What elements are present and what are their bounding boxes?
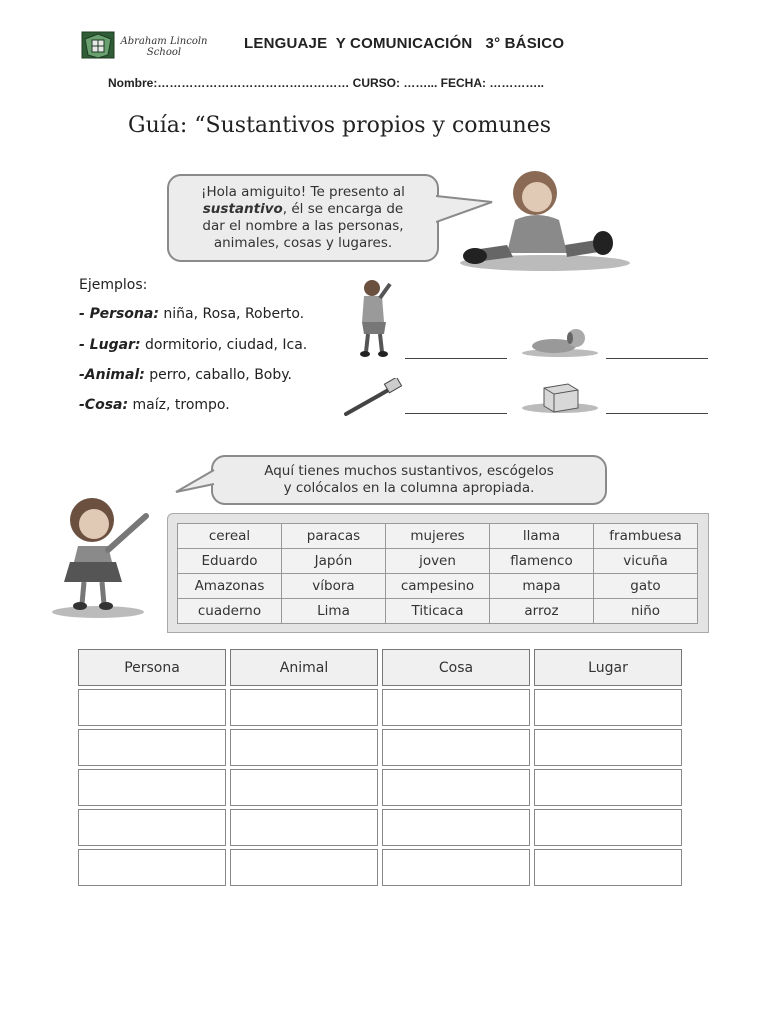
word-cell: paracas bbox=[282, 524, 386, 549]
word-cell: Japón bbox=[282, 549, 386, 574]
example-label: - Lugar: bbox=[79, 337, 141, 353]
answer-blank[interactable] bbox=[606, 413, 708, 414]
instruction-line-2: y colócalos en la columna apropiada. bbox=[283, 480, 535, 496]
box-icon bbox=[520, 378, 600, 414]
answer-blank[interactable] bbox=[405, 358, 507, 359]
word-cell: joven bbox=[386, 549, 490, 574]
answer-cell[interactable] bbox=[534, 729, 682, 766]
guide-title: Guía: “Sustantivos propios y comunes bbox=[128, 113, 552, 138]
word-cell: Titicaca bbox=[386, 599, 490, 624]
answer-cell[interactable] bbox=[382, 689, 530, 726]
example-label: -Animal: bbox=[79, 367, 145, 383]
category-header-cosa: Cosa bbox=[382, 649, 530, 686]
answer-cell[interactable] bbox=[230, 729, 378, 766]
answer-cell[interactable] bbox=[382, 729, 530, 766]
answer-cell[interactable] bbox=[78, 849, 226, 886]
answer-cell[interactable] bbox=[230, 689, 378, 726]
examples-title: Ejemplos: bbox=[79, 277, 148, 293]
answer-cell[interactable] bbox=[534, 849, 682, 886]
answer-blank[interactable] bbox=[606, 358, 708, 359]
table-row bbox=[78, 729, 682, 766]
school-crest-icon bbox=[80, 30, 116, 60]
answer-cell[interactable] bbox=[78, 769, 226, 806]
example-cosa bbox=[79, 397, 230, 413]
word-cell: Lima bbox=[282, 599, 386, 624]
answer-blank[interactable] bbox=[405, 413, 507, 414]
example-persona bbox=[79, 306, 304, 322]
example-label: - Persona: bbox=[79, 306, 159, 322]
answer-cell[interactable] bbox=[230, 809, 378, 846]
table-row bbox=[78, 769, 682, 806]
table-row bbox=[178, 524, 698, 549]
word-cell: flamenco bbox=[490, 549, 594, 574]
example-text: perro, caballo, Boby. bbox=[144, 367, 293, 383]
word-cell: niño bbox=[594, 599, 698, 624]
intro-line-1: ¡Hola amiguito! Te presento al bbox=[201, 184, 405, 200]
table-row bbox=[78, 689, 682, 726]
instruction-line-1: Aquí tienes muchos sustantivos, escógelos bbox=[264, 463, 554, 479]
word-cell: Eduardo bbox=[178, 549, 282, 574]
answer-cell[interactable] bbox=[382, 769, 530, 806]
word-cell: víbora bbox=[282, 574, 386, 599]
table-row bbox=[178, 599, 698, 624]
school-name: Abraham Lincoln School bbox=[120, 36, 208, 58]
word-cell: cuaderno bbox=[178, 599, 282, 624]
intro-emphasis: sustantivo bbox=[202, 201, 283, 217]
intro-line-2 bbox=[169, 201, 437, 218]
category-header-animal: Animal bbox=[230, 649, 378, 686]
word-cell: Amazonas bbox=[178, 574, 282, 599]
word-cell: mujeres bbox=[386, 524, 490, 549]
answer-cell[interactable] bbox=[382, 809, 530, 846]
instruction-speech-bubble bbox=[211, 455, 607, 505]
category-header-persona: Persona bbox=[78, 649, 226, 686]
table-row bbox=[178, 574, 698, 599]
answer-cell[interactable] bbox=[534, 769, 682, 806]
answer-cell[interactable] bbox=[230, 769, 378, 806]
student-info-line: Nombre:………………………………………… CURSO: ……... FECHA: ………….. bbox=[108, 76, 545, 90]
answer-cell[interactable] bbox=[78, 689, 226, 726]
word-cell: frambuesa bbox=[594, 524, 698, 549]
word-bank-table bbox=[177, 523, 698, 624]
word-cell: llama bbox=[490, 524, 594, 549]
answer-cell[interactable] bbox=[78, 809, 226, 846]
table-row bbox=[78, 849, 682, 886]
example-label: -Cosa: bbox=[79, 397, 129, 413]
category-header-lugar: Lugar bbox=[534, 649, 682, 686]
pointing-girl-icon bbox=[48, 492, 152, 620]
intro-line-4: animales, cosas y lugares. bbox=[213, 235, 393, 251]
standing-girl-icon bbox=[352, 278, 398, 358]
word-cell: arroz bbox=[490, 599, 594, 624]
dog-icon bbox=[516, 322, 598, 358]
intro-speech-bubble bbox=[167, 174, 439, 262]
table-row bbox=[178, 549, 698, 574]
example-text: niña, Rosa, Roberto. bbox=[158, 306, 305, 322]
speech-bubble-tail bbox=[174, 466, 216, 496]
answer-cell[interactable] bbox=[78, 729, 226, 766]
word-cell: mapa bbox=[490, 574, 594, 599]
example-lugar bbox=[79, 337, 307, 353]
answer-cell[interactable] bbox=[382, 849, 530, 886]
category-answer-table bbox=[74, 646, 686, 889]
word-cell: campesino bbox=[386, 574, 490, 599]
answer-cell[interactable] bbox=[534, 689, 682, 726]
intro-line-2-rest: , él se encarga de bbox=[282, 201, 404, 217]
table-header-row bbox=[78, 649, 682, 686]
word-cell: gato bbox=[594, 574, 698, 599]
answer-cell[interactable] bbox=[230, 849, 378, 886]
word-cell: vicuña bbox=[594, 549, 698, 574]
example-text: maíz, trompo. bbox=[128, 397, 230, 413]
example-animal bbox=[79, 367, 292, 383]
table-row bbox=[78, 809, 682, 846]
intro-line-3: dar el nombre a las personas, bbox=[202, 218, 404, 234]
answer-cell[interactable] bbox=[534, 809, 682, 846]
page-header-title: LENGUAJE Y COMUNICACIÓN 3° BÁSICO bbox=[244, 35, 565, 52]
example-text: dormitorio, ciudad, Ica. bbox=[140, 337, 308, 353]
toothbrush-icon bbox=[342, 378, 404, 418]
word-cell: cereal bbox=[178, 524, 282, 549]
sitting-girl-icon bbox=[455, 165, 635, 273]
